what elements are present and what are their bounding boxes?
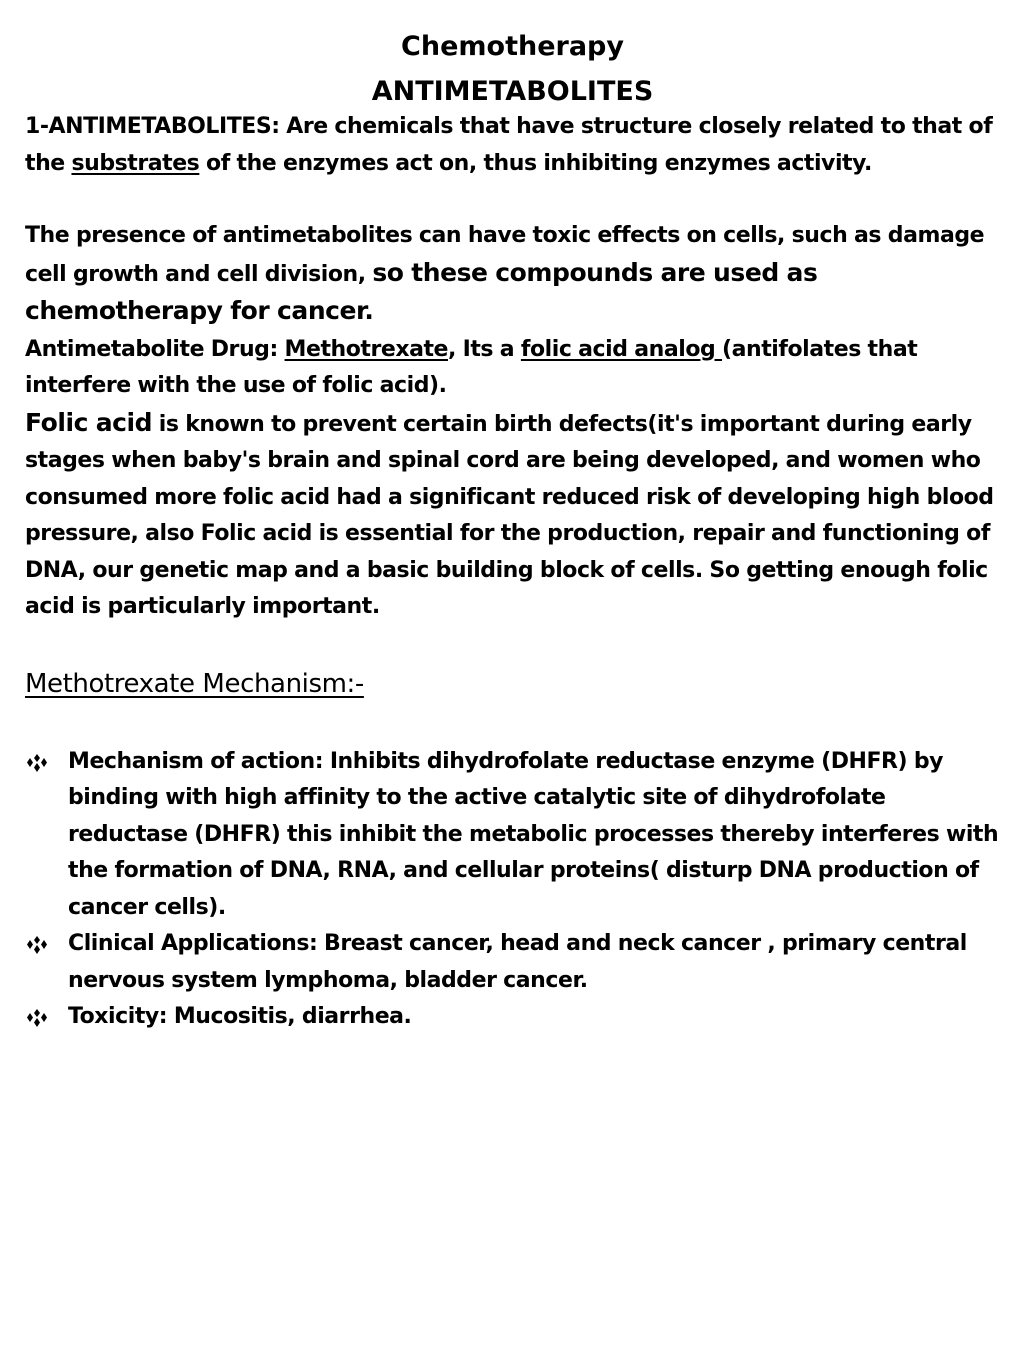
- folic-acid-analog-term: folic acid analog: [520, 336, 723, 362]
- definition-text-end: of the enzymes act on, thus inhibiting enzymes activity.: [199, 150, 872, 176]
- definition-paragraph: [25, 109, 1000, 182]
- drug-middle-text: , Its a: [448, 336, 521, 362]
- definition-text-start: 1-ANTIMETABOLITES: Are chemicals that have structure closely related to that of the: [25, 114, 993, 176]
- toxic-effects-paragraph: [25, 218, 1000, 332]
- drug-paragraph: [25, 332, 1000, 405]
- mechanism-bullet-list: [25, 744, 1000, 1036]
- folic-acid-text: is known to prevent certain birth defects(it's important during early stages when baby's brain and spinal cord are being developed, and women who consumed more folic acid had a significant reduced risk of developing high blood pressure, also Folic acid is essential for the production, repair and functioning of DNA, our genetic map and a basic building block of cells. So getting enough folic acid is particularly important.: [25, 411, 994, 619]
- drug-label: Antimetabolite Drug:: [25, 336, 285, 362]
- diamond-bullet-icon: [25, 753, 49, 773]
- chemotherapy-use-text: so these compounds are used as chemotherapy for cancer.: [25, 257, 818, 325]
- spacer: [25, 704, 1000, 744]
- methotrexate-term: Methotrexate: [284, 336, 448, 362]
- list-item-text: Toxicity: Mucositis, diarrhea.: [68, 1004, 412, 1029]
- list-item-toxicity: [25, 999, 1000, 1036]
- toxic-effects-text: The presence of antimetabolites can have toxic effects on cells, such as damage cell growth and cell division,: [25, 223, 985, 287]
- document-page: [25, 24, 1000, 1036]
- list-item-mechanism-of-action: [25, 744, 1000, 927]
- mechanism-heading: Methotrexate Mechanism:-: [25, 668, 364, 699]
- diamond-bullet-icon: [25, 1008, 49, 1028]
- spacer: [25, 626, 1000, 664]
- title-antimetabolites: ANTIMETABOLITES: [371, 76, 654, 107]
- list-item-text: Mechanism of action: Inhibits dihydrofolate reductase enzyme (DHFR) by binding with high affinity to the active catalytic site of dihydrofolate reductase (DHFR) this inhibit the metabolic processes thereby interferes with the formation of DNA, RNA, and cellular proteins( disturp DNA production of cancer cells).: [68, 748, 999, 920]
- folic-acid-paragraph: [25, 405, 1000, 626]
- title-chemotherapy: Chemotherapy: [401, 31, 624, 62]
- drug-description: (antifolates that interfere with the use of folic acid).: [25, 336, 918, 398]
- substrates-term: substrates: [71, 150, 200, 176]
- spacer: [25, 182, 1000, 218]
- list-item-clinical-applications: [25, 926, 1000, 999]
- folic-acid-lead: Folic acid: [25, 407, 153, 437]
- list-item-text: Clinical Applications: Breast cancer, head and neck cancer , primary central nervous system lymphoma, bladder cancer.: [68, 931, 967, 993]
- diamond-bullet-icon: [25, 935, 49, 955]
